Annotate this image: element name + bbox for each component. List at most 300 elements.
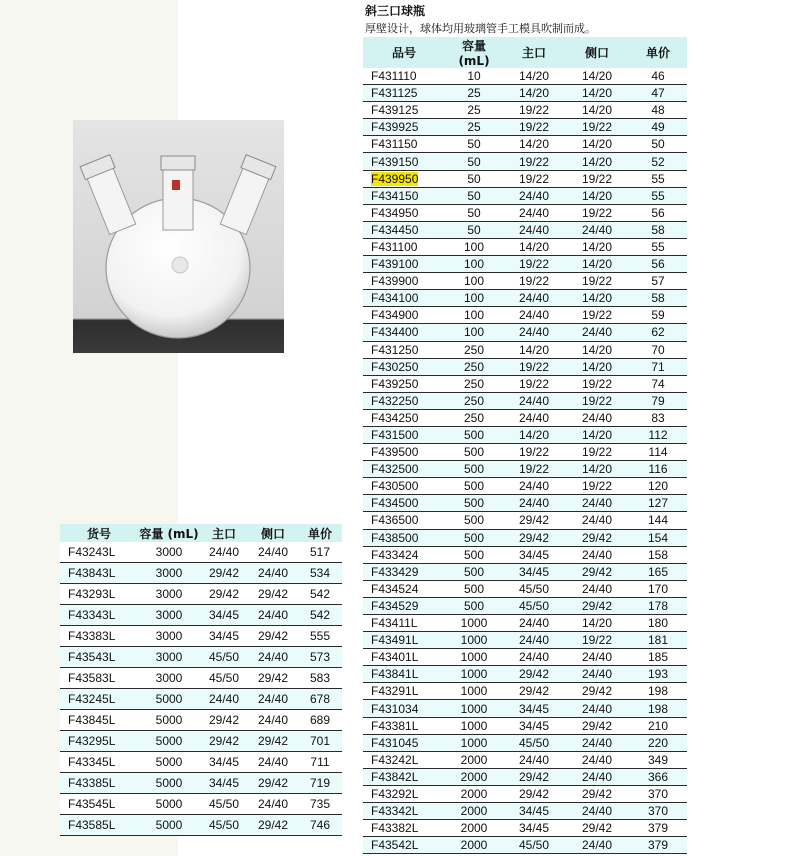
cell-side-neck: 19/22 bbox=[565, 375, 629, 392]
table-row bbox=[363, 68, 687, 85]
cell-main-neck: 45/50 bbox=[200, 647, 248, 668]
cell-side-neck: 24/40 bbox=[248, 647, 298, 668]
cell-main-neck: 19/22 bbox=[503, 119, 565, 136]
cell-code: F434900 bbox=[363, 307, 445, 324]
cell-side-neck: 14/20 bbox=[565, 153, 629, 170]
cell-price: 181 bbox=[629, 632, 687, 649]
cell-code: F43243L bbox=[60, 542, 138, 563]
cell-side-neck: 24/40 bbox=[565, 649, 629, 666]
cell-capacity: 500 bbox=[445, 426, 503, 443]
cell-capacity: 1000 bbox=[445, 632, 503, 649]
cell-capacity: 5000 bbox=[138, 731, 200, 752]
table-row bbox=[363, 341, 687, 358]
cell-price: 542 bbox=[298, 584, 342, 605]
cell-side-neck: 29/42 bbox=[248, 668, 298, 689]
cell-main-neck: 45/50 bbox=[200, 668, 248, 689]
cell-code: F439125 bbox=[363, 102, 445, 119]
table-row bbox=[363, 546, 687, 563]
cell-side-neck: 14/20 bbox=[565, 358, 629, 375]
cell-price: 79 bbox=[629, 392, 687, 409]
cell-price: 185 bbox=[629, 649, 687, 666]
cell-side-neck: 19/22 bbox=[565, 632, 629, 649]
cell-capacity: 2000 bbox=[445, 768, 503, 785]
table-row bbox=[363, 597, 687, 614]
cell-price: 58 bbox=[629, 290, 687, 307]
table-row bbox=[60, 647, 342, 668]
cell-capacity: 1000 bbox=[445, 700, 503, 717]
cell-price: 70 bbox=[629, 341, 687, 358]
cell-side-neck: 14/20 bbox=[565, 238, 629, 255]
table-row bbox=[363, 136, 687, 153]
cell-capacity: 1000 bbox=[445, 649, 503, 666]
cell-capacity: 25 bbox=[445, 119, 503, 136]
cell-capacity: 5000 bbox=[138, 710, 200, 731]
col-header-side-neck: 侧口 bbox=[565, 37, 629, 68]
cell-main-neck: 45/50 bbox=[503, 734, 565, 751]
cell-price: 746 bbox=[298, 815, 342, 836]
table-row bbox=[363, 529, 687, 546]
cell-main-neck: 29/42 bbox=[503, 785, 565, 802]
cell-main-neck: 19/22 bbox=[503, 256, 565, 273]
cell-price: 55 bbox=[629, 170, 687, 187]
cell-code: F434450 bbox=[363, 221, 445, 238]
table-row bbox=[363, 803, 687, 820]
cell-main-neck: 24/40 bbox=[503, 495, 565, 512]
cell-code: F43585L bbox=[60, 815, 138, 836]
cell-price: 719 bbox=[298, 773, 342, 794]
cell-price: 57 bbox=[629, 273, 687, 290]
product-title: 斜三口球瓶 bbox=[365, 4, 426, 18]
table-row bbox=[60, 563, 342, 584]
col-header-price: 单价 bbox=[629, 37, 687, 68]
cell-code: F438500 bbox=[363, 529, 445, 546]
cell-price: 59 bbox=[629, 307, 687, 324]
cell-code: F439500 bbox=[363, 444, 445, 461]
cell-code: F43583L bbox=[60, 668, 138, 689]
cell-code: F433429 bbox=[363, 563, 445, 580]
table-row bbox=[363, 461, 687, 478]
cell-side-neck: 24/40 bbox=[248, 752, 298, 773]
cell-code: F43545L bbox=[60, 794, 138, 815]
cell-code: F439250 bbox=[363, 375, 445, 392]
cell-side-neck: 24/40 bbox=[565, 324, 629, 341]
cell-code: F434400 bbox=[363, 324, 445, 341]
cell-price: 71 bbox=[629, 358, 687, 375]
table-row bbox=[363, 751, 687, 768]
cell-side-neck: 29/42 bbox=[248, 626, 298, 647]
spec-table-main bbox=[363, 37, 687, 854]
cell-price: 154 bbox=[629, 529, 687, 546]
cell-code: F43295L bbox=[60, 731, 138, 752]
cell-capacity: 3000 bbox=[138, 605, 200, 626]
cell-price: 220 bbox=[629, 734, 687, 751]
cell-capacity: 5000 bbox=[138, 689, 200, 710]
cell-side-neck: 24/40 bbox=[248, 689, 298, 710]
table-row bbox=[363, 700, 687, 717]
cell-price: 55 bbox=[629, 238, 687, 255]
cell-price: 56 bbox=[629, 256, 687, 273]
cell-price: 678 bbox=[298, 689, 342, 710]
cell-side-neck: 24/40 bbox=[565, 221, 629, 238]
cell-price: 56 bbox=[629, 204, 687, 221]
table-row bbox=[60, 773, 342, 794]
cell-code: F43345L bbox=[60, 752, 138, 773]
cell-side-neck: 19/22 bbox=[565, 478, 629, 495]
cell-capacity: 25 bbox=[445, 102, 503, 119]
cell-capacity: 500 bbox=[445, 597, 503, 614]
cell-main-neck: 14/20 bbox=[503, 238, 565, 255]
table-row bbox=[363, 768, 687, 785]
cell-price: 180 bbox=[629, 615, 687, 632]
three-neck-round-bottom-flask-icon bbox=[73, 120, 284, 353]
cell-main-neck: 19/22 bbox=[503, 375, 565, 392]
table-row bbox=[363, 221, 687, 238]
table-row bbox=[363, 187, 687, 204]
cell-main-neck: 29/42 bbox=[503, 683, 565, 700]
cell-side-neck: 29/42 bbox=[565, 717, 629, 734]
cell-price: 193 bbox=[629, 666, 687, 683]
cell-main-neck: 24/40 bbox=[503, 221, 565, 238]
cell-price: 55 bbox=[629, 187, 687, 204]
cell-capacity: 2000 bbox=[445, 837, 503, 854]
cell-side-neck: 24/40 bbox=[565, 666, 629, 683]
cell-price: 701 bbox=[298, 731, 342, 752]
cell-side-neck: 14/20 bbox=[565, 461, 629, 478]
table-row bbox=[363, 238, 687, 255]
cell-capacity: 500 bbox=[445, 580, 503, 597]
cell-capacity: 50 bbox=[445, 187, 503, 204]
cell-capacity: 100 bbox=[445, 273, 503, 290]
cell-capacity: 1000 bbox=[445, 734, 503, 751]
cell-side-neck: 14/20 bbox=[565, 615, 629, 632]
cell-capacity: 250 bbox=[445, 375, 503, 392]
cell-main-neck: 34/45 bbox=[503, 700, 565, 717]
table-row bbox=[60, 710, 342, 731]
cell-side-neck: 24/40 bbox=[565, 580, 629, 597]
cell-capacity: 500 bbox=[445, 546, 503, 563]
cell-side-neck: 24/40 bbox=[565, 734, 629, 751]
cell-main-neck: 29/42 bbox=[503, 512, 565, 529]
cell-side-neck: 24/40 bbox=[248, 542, 298, 563]
cell-price: 583 bbox=[298, 668, 342, 689]
col-header-code: 品号 bbox=[363, 37, 445, 68]
cell-code: F439925 bbox=[363, 119, 445, 136]
cell-code: F432250 bbox=[363, 392, 445, 409]
cell-main-neck: 19/22 bbox=[503, 170, 565, 187]
cell-capacity: 100 bbox=[445, 290, 503, 307]
col-header-capacity: 容量 (mL) bbox=[445, 37, 503, 68]
cell-price: 711 bbox=[298, 752, 342, 773]
cell-main-neck: 45/50 bbox=[200, 815, 248, 836]
cell-main-neck: 45/50 bbox=[503, 597, 565, 614]
cell-main-neck: 19/22 bbox=[503, 444, 565, 461]
cell-capacity: 2000 bbox=[445, 751, 503, 768]
table-row bbox=[60, 731, 342, 752]
cell-price: 74 bbox=[629, 375, 687, 392]
table-row bbox=[363, 632, 687, 649]
table-row bbox=[60, 626, 342, 647]
cell-side-neck: 29/42 bbox=[565, 563, 629, 580]
flask-photo bbox=[73, 120, 284, 353]
cell-main-neck: 45/50 bbox=[200, 794, 248, 815]
table-row bbox=[363, 375, 687, 392]
cell-side-neck: 14/20 bbox=[565, 68, 629, 85]
cell-code: F430500 bbox=[363, 478, 445, 495]
table-row bbox=[363, 563, 687, 580]
cell-side-neck: 29/42 bbox=[565, 820, 629, 837]
cell-code: F436500 bbox=[363, 512, 445, 529]
cell-code: F439900 bbox=[363, 273, 445, 290]
cell-code: F431110 bbox=[363, 68, 445, 85]
cell-capacity: 500 bbox=[445, 529, 503, 546]
cell-main-neck: 24/40 bbox=[503, 615, 565, 632]
cell-capacity: 500 bbox=[445, 444, 503, 461]
table-row bbox=[60, 542, 342, 563]
cell-main-neck: 24/40 bbox=[503, 632, 565, 649]
cell-price: 198 bbox=[629, 683, 687, 700]
cell-code: F43245L bbox=[60, 689, 138, 710]
cell-price: 158 bbox=[629, 546, 687, 563]
cell-code: F434250 bbox=[363, 409, 445, 426]
cell-main-neck: 14/20 bbox=[503, 341, 565, 358]
cell-code bbox=[363, 170, 445, 187]
cell-price: 49 bbox=[629, 119, 687, 136]
cell-side-neck: 24/40 bbox=[565, 512, 629, 529]
cell-side-neck: 29/42 bbox=[565, 529, 629, 546]
cell-side-neck: 29/42 bbox=[565, 597, 629, 614]
cell-main-neck: 19/22 bbox=[503, 461, 565, 478]
cell-capacity: 5000 bbox=[138, 773, 200, 794]
table-row bbox=[363, 615, 687, 632]
table-row bbox=[363, 512, 687, 529]
cell-price: 370 bbox=[629, 803, 687, 820]
spec-table-large bbox=[60, 524, 342, 836]
cell-code: F434524 bbox=[363, 580, 445, 597]
cell-price: 114 bbox=[629, 444, 687, 461]
cell-code: F432500 bbox=[363, 461, 445, 478]
table-row bbox=[363, 666, 687, 683]
cell-code: F43381L bbox=[363, 717, 445, 734]
table-row bbox=[363, 392, 687, 409]
cell-side-neck: 24/40 bbox=[565, 837, 629, 854]
cell-main-neck: 24/40 bbox=[503, 187, 565, 204]
cell-capacity: 2000 bbox=[445, 803, 503, 820]
cell-main-neck: 24/40 bbox=[503, 307, 565, 324]
cell-price: 48 bbox=[629, 102, 687, 119]
cell-capacity: 500 bbox=[445, 563, 503, 580]
cell-side-neck: 29/42 bbox=[248, 584, 298, 605]
cell-main-neck: 24/40 bbox=[200, 542, 248, 563]
cell-capacity: 500 bbox=[445, 512, 503, 529]
cell-code: F43292L bbox=[363, 785, 445, 802]
col-header-code: 货号 bbox=[60, 524, 138, 542]
cell-price: 116 bbox=[629, 461, 687, 478]
cell-main-neck: 45/50 bbox=[503, 580, 565, 597]
cell-price: 46 bbox=[629, 68, 687, 85]
cell-main-neck: 34/45 bbox=[200, 605, 248, 626]
cell-side-neck: 19/22 bbox=[565, 444, 629, 461]
cell-code: F431100 bbox=[363, 238, 445, 255]
table-row bbox=[60, 794, 342, 815]
cell-code: F434100 bbox=[363, 290, 445, 307]
cell-main-neck: 29/42 bbox=[200, 563, 248, 584]
cell-side-neck: 24/40 bbox=[248, 710, 298, 731]
cell-capacity: 100 bbox=[445, 256, 503, 273]
cell-main-neck: 19/22 bbox=[503, 358, 565, 375]
cell-side-neck: 29/42 bbox=[248, 815, 298, 836]
cell-capacity: 10 bbox=[445, 68, 503, 85]
cell-capacity: 5000 bbox=[138, 794, 200, 815]
cell-price: 127 bbox=[629, 495, 687, 512]
cell-main-neck: 24/40 bbox=[503, 409, 565, 426]
cell-side-neck: 24/40 bbox=[565, 409, 629, 426]
cell-capacity: 50 bbox=[445, 153, 503, 170]
cell-price: 112 bbox=[629, 426, 687, 443]
cell-main-neck: 34/45 bbox=[503, 717, 565, 734]
cell-main-neck: 24/40 bbox=[503, 751, 565, 768]
table-row bbox=[363, 273, 687, 290]
table-row bbox=[363, 290, 687, 307]
cell-side-neck: 19/22 bbox=[565, 204, 629, 221]
cell-main-neck: 24/40 bbox=[503, 392, 565, 409]
cell-price: 689 bbox=[298, 710, 342, 731]
cell-capacity: 50 bbox=[445, 136, 503, 153]
cell-code: F433424 bbox=[363, 546, 445, 563]
cell-capacity: 50 bbox=[445, 221, 503, 238]
cell-capacity: 1000 bbox=[445, 717, 503, 734]
cell-capacity: 100 bbox=[445, 238, 503, 255]
table-row bbox=[363, 324, 687, 341]
table-row bbox=[363, 785, 687, 802]
cell-price: 379 bbox=[629, 837, 687, 854]
table-row bbox=[363, 153, 687, 170]
table-header-row bbox=[60, 524, 342, 542]
col-header-price: 单价 bbox=[298, 524, 342, 542]
cell-main-neck: 34/45 bbox=[200, 773, 248, 794]
table-row bbox=[363, 820, 687, 837]
cell-code: F431125 bbox=[363, 85, 445, 102]
cell-price: 170 bbox=[629, 580, 687, 597]
cell-side-neck: 29/42 bbox=[248, 731, 298, 752]
table-row bbox=[363, 119, 687, 136]
table-row bbox=[363, 204, 687, 221]
table-row bbox=[363, 307, 687, 324]
cell-side-neck: 14/20 bbox=[565, 426, 629, 443]
table-row bbox=[363, 495, 687, 512]
cell-main-neck: 34/45 bbox=[503, 546, 565, 563]
table-row bbox=[363, 409, 687, 426]
cell-main-neck: 29/42 bbox=[503, 666, 565, 683]
cell-main-neck: 19/22 bbox=[503, 102, 565, 119]
cell-price: 52 bbox=[629, 153, 687, 170]
cell-code: F439100 bbox=[363, 256, 445, 273]
cell-code: F434950 bbox=[363, 204, 445, 221]
col-header-main-neck: 主口 bbox=[200, 524, 248, 542]
cell-main-neck: 24/40 bbox=[503, 324, 565, 341]
cell-code: F431250 bbox=[363, 341, 445, 358]
cell-capacity: 3000 bbox=[138, 563, 200, 584]
cell-capacity: 1000 bbox=[445, 666, 503, 683]
cell-side-neck: 24/40 bbox=[248, 605, 298, 626]
cell-price: 555 bbox=[298, 626, 342, 647]
cell-code: F434529 bbox=[363, 597, 445, 614]
cell-code: F43293L bbox=[60, 584, 138, 605]
cell-main-neck: 24/40 bbox=[503, 290, 565, 307]
cell-price: 349 bbox=[629, 751, 687, 768]
cell-side-neck: 29/42 bbox=[248, 773, 298, 794]
cell-price: 47 bbox=[629, 85, 687, 102]
table-row bbox=[60, 752, 342, 773]
cell-side-neck: 24/40 bbox=[565, 803, 629, 820]
cell-price: 120 bbox=[629, 478, 687, 495]
cell-price: 210 bbox=[629, 717, 687, 734]
table-row bbox=[60, 584, 342, 605]
cell-side-neck: 24/40 bbox=[565, 495, 629, 512]
cell-code: F43342L bbox=[363, 803, 445, 820]
table-row bbox=[363, 649, 687, 666]
cell-code: F431045 bbox=[363, 734, 445, 751]
cell-capacity: 3000 bbox=[138, 647, 200, 668]
cell-side-neck: 24/40 bbox=[565, 546, 629, 563]
cell-main-neck: 29/42 bbox=[200, 710, 248, 731]
cell-code: F439150 bbox=[363, 153, 445, 170]
cell-side-neck: 14/20 bbox=[565, 136, 629, 153]
cell-main-neck: 29/42 bbox=[503, 529, 565, 546]
table-row bbox=[363, 85, 687, 102]
cell-price: 517 bbox=[298, 542, 342, 563]
col-header-side-neck: 侧口 bbox=[248, 524, 298, 542]
cell-capacity: 500 bbox=[445, 495, 503, 512]
cell-capacity: 1000 bbox=[445, 615, 503, 632]
cell-side-neck: 29/42 bbox=[565, 683, 629, 700]
cell-capacity: 1000 bbox=[445, 683, 503, 700]
cell-side-neck: 14/20 bbox=[565, 256, 629, 273]
cell-code: F43411L bbox=[363, 615, 445, 632]
cell-price: 735 bbox=[298, 794, 342, 815]
table-row bbox=[363, 734, 687, 751]
cell-capacity: 5000 bbox=[138, 815, 200, 836]
cell-code: F43343L bbox=[60, 605, 138, 626]
cell-capacity: 2000 bbox=[445, 785, 503, 802]
cell-price: 542 bbox=[298, 605, 342, 626]
cell-code: F43843L bbox=[60, 563, 138, 584]
cell-main-neck: 34/45 bbox=[200, 626, 248, 647]
cell-capacity: 250 bbox=[445, 409, 503, 426]
cell-main-neck: 24/40 bbox=[503, 478, 565, 495]
highlighted-code: F439950 bbox=[371, 171, 419, 186]
cell-side-neck: 14/20 bbox=[565, 341, 629, 358]
cell-capacity: 25 bbox=[445, 85, 503, 102]
cell-side-neck: 24/40 bbox=[248, 563, 298, 584]
col-header-main-neck: 主口 bbox=[503, 37, 565, 68]
cell-code: F43385L bbox=[60, 773, 138, 794]
cell-capacity: 3000 bbox=[138, 584, 200, 605]
cell-side-neck: 24/40 bbox=[248, 794, 298, 815]
cell-main-neck: 24/40 bbox=[503, 204, 565, 221]
cell-main-neck: 29/42 bbox=[200, 584, 248, 605]
cell-price: 50 bbox=[629, 136, 687, 153]
cell-main-neck: 24/40 bbox=[503, 649, 565, 666]
cell-side-neck: 14/20 bbox=[565, 102, 629, 119]
table-row bbox=[363, 444, 687, 461]
product-description: 厚壁设计，球体均用玻璃管手工模具吹制而成。 bbox=[365, 22, 596, 35]
cell-price: 370 bbox=[629, 785, 687, 802]
cell-capacity: 500 bbox=[445, 478, 503, 495]
cell-capacity: 250 bbox=[445, 341, 503, 358]
cell-side-neck: 29/42 bbox=[565, 785, 629, 802]
table-row bbox=[60, 815, 342, 836]
cell-code: F431500 bbox=[363, 426, 445, 443]
